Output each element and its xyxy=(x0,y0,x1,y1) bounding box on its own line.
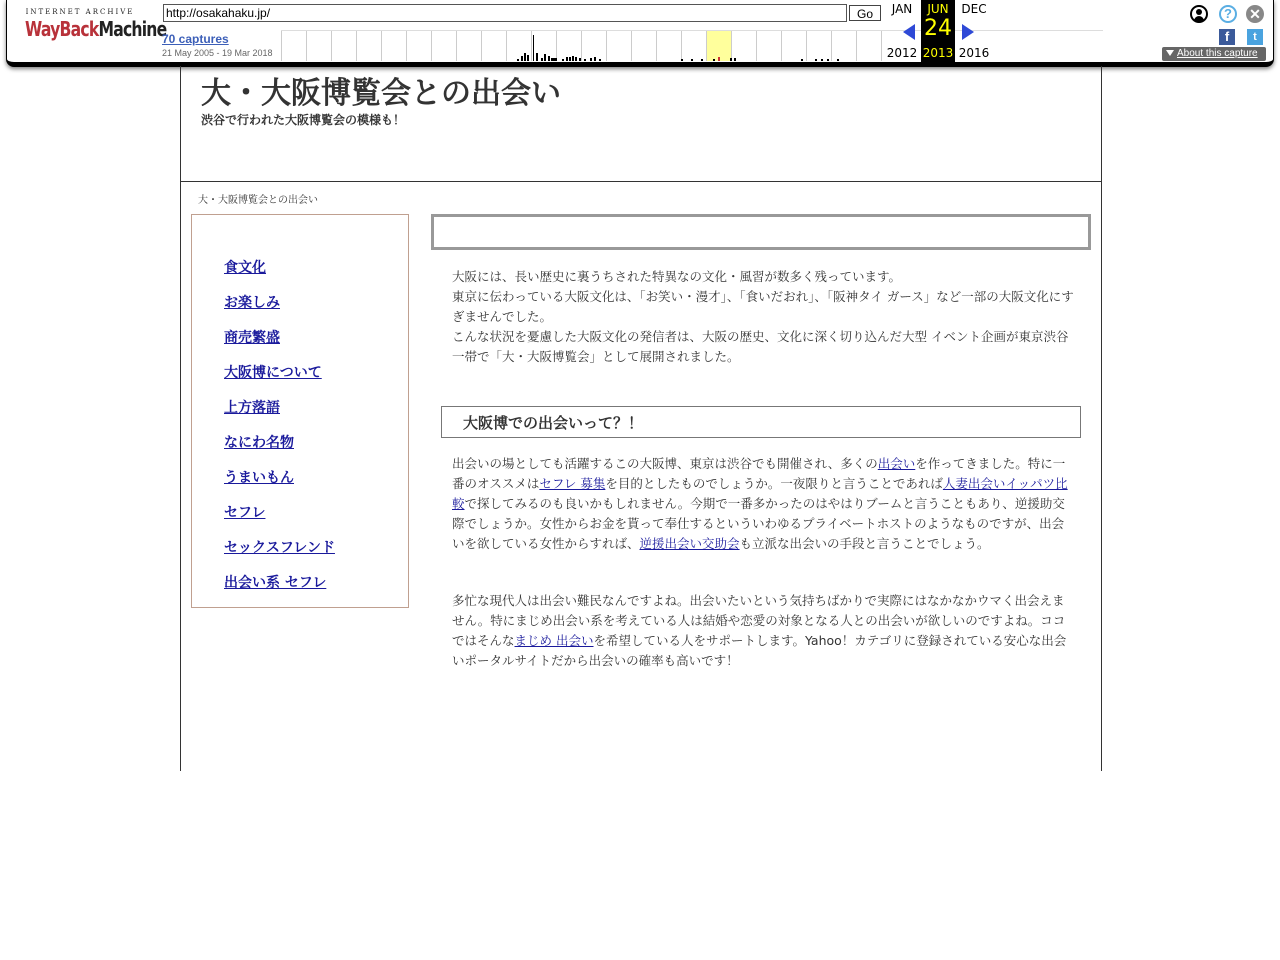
capture-bar xyxy=(584,59,586,61)
capture-bar xyxy=(837,59,839,61)
year-divider xyxy=(431,31,432,61)
calendar-current xyxy=(921,0,955,62)
sidebar-item-food-culture[interactable]: 食文化 xyxy=(224,260,266,276)
text: を作ってきました。特に一番のオススメは xyxy=(452,456,1066,491)
intro-line: 大阪には、長い歴史に裏うちされた特異なの文化・風習が数多く残っています。 xyxy=(452,269,902,284)
year-divider xyxy=(381,31,382,61)
year-divider xyxy=(531,31,532,61)
sidebar-item-sefure[interactable]: セフレ xyxy=(224,505,266,521)
current-year: 2013 xyxy=(922,46,954,60)
capture-bar xyxy=(713,59,715,61)
help-icon[interactable]: ? xyxy=(1219,5,1237,23)
capture-bar xyxy=(536,53,538,61)
year-divider xyxy=(706,31,707,61)
year-divider xyxy=(406,31,407,61)
year-divider xyxy=(481,31,482,61)
year-divider xyxy=(331,31,332,61)
wayback-logo[interactable] xyxy=(25,8,167,52)
logo-wayback: WayBack xyxy=(25,17,99,41)
twitter-icon[interactable]: t xyxy=(1247,29,1263,45)
triangle-down-icon xyxy=(1166,50,1174,56)
year-divider xyxy=(681,31,682,61)
capture-bar xyxy=(701,59,703,61)
current-month: JUN xyxy=(927,2,949,16)
body-paragraph xyxy=(452,591,1076,671)
about-capture-button[interactable] xyxy=(1162,47,1266,61)
capture-bar xyxy=(815,59,817,61)
capture-bar xyxy=(590,58,592,61)
capture-bar xyxy=(599,59,601,61)
deai-link[interactable]: 出会い xyxy=(877,456,916,471)
year-divider xyxy=(456,31,457,61)
year-divider xyxy=(581,31,582,61)
year-divider xyxy=(856,31,857,61)
breadcrumb: 大・大阪博覧会との出会い xyxy=(198,195,318,206)
text: を目的としたものでしょうか。一夜限りと言うことであれば xyxy=(605,476,943,491)
year-divider xyxy=(356,31,357,61)
year-divider xyxy=(631,31,632,61)
section-heading-box xyxy=(441,406,1081,438)
capture-bar xyxy=(821,59,823,61)
capture-bar xyxy=(681,59,683,61)
hitozuma-link[interactable]: 人妻出会いイッパツ比較 xyxy=(452,476,1068,511)
text: も立派な出会いの手段と言うことでしょう。 xyxy=(739,536,990,551)
wayback-toolbar xyxy=(6,0,1274,67)
capture-bar xyxy=(572,56,574,61)
capture-bar xyxy=(521,56,523,61)
go-button[interactable]: Go xyxy=(849,5,881,21)
capture-bar xyxy=(827,59,829,61)
capture-bar xyxy=(734,58,736,61)
prev-capture-arrow-icon[interactable] xyxy=(903,24,915,40)
year-divider xyxy=(881,31,882,61)
capture-bar xyxy=(730,58,732,61)
capture-bar xyxy=(524,53,526,61)
year-divider xyxy=(506,31,507,61)
captures-info xyxy=(162,32,273,58)
captures-range: 21 May 2005 - 19 Mar 2018 xyxy=(162,48,273,58)
body-paragraph xyxy=(452,454,1076,554)
year-divider xyxy=(756,31,757,61)
section-heading: 大阪博での出会いって？！ xyxy=(463,414,644,432)
intro-line: 東京に伝わっている大阪文化は、「お笑い・漫才」、「食いだおれ」、「阪神タイ ガース」など一部の大阪文化にすぎませんでした。 xyxy=(452,289,1074,324)
year-divider xyxy=(656,31,657,61)
logo-wordmark xyxy=(25,17,167,41)
next-month: DEC xyxy=(961,2,987,16)
capture-bar xyxy=(801,59,803,61)
header-divider xyxy=(181,181,1101,182)
year-divider xyxy=(831,31,832,61)
sidebar-item-sex-friend[interactable]: セックスフレンド xyxy=(224,540,335,556)
text: で探してみるのも良いかもしれません。今期で一番多かったのはやはりブームと言うこともあり、逆援助交際でしょうか。女性からお金を貰って奉仕するといういわゆるプライベートホストのようなものですが、出会いを欲している女性からすれば、 xyxy=(452,496,1065,551)
current-day: 24 xyxy=(924,16,952,41)
capture-bar xyxy=(579,58,581,61)
capture-bar xyxy=(551,58,557,61)
site-title: 大・大阪博覧会との出会い xyxy=(201,76,561,111)
sidebar-item-deai-sefure[interactable]: 出会い系 セフレ xyxy=(224,575,327,591)
intro-line: こんな状況を憂慮した大阪文化の発信者は、大阪の歴史、文化に深く切り込んだ大型 イベント企画が東京渋谷一帯で「大・大阪博覧会」として展開されました。 xyxy=(452,329,1069,364)
capture-bar xyxy=(566,57,568,61)
year-divider xyxy=(806,31,807,61)
user-icon[interactable] xyxy=(1190,5,1208,23)
majime-deai-link[interactable]: まじめ 出会い xyxy=(514,633,594,648)
url-input[interactable]: http://osakahaku.jp/ xyxy=(163,4,847,22)
text: 出会いの場としても活躍するこの大阪博、東京は渋谷でも開催され、多くの xyxy=(452,456,878,471)
logo-internet-archive-text: INTERNET ARCHIVE xyxy=(25,8,135,16)
year-divider xyxy=(281,31,282,61)
capture-bar xyxy=(541,58,543,61)
capture-bar xyxy=(548,56,550,61)
sidebar-item-umaimon[interactable]: うまいもん xyxy=(224,470,294,486)
capture-bar xyxy=(569,57,571,61)
capture-bar xyxy=(544,54,546,61)
capture-bar-current xyxy=(718,57,720,61)
prev-year[interactable]: 2012 xyxy=(886,46,918,60)
year-divider xyxy=(731,31,732,61)
archived-page xyxy=(180,66,1102,771)
text: 多忙な現代人は出会い難民なんですよね。出会いたいという気持ちばかりで実際にはなかなかウマく出会えません。特にまじめ出会い系を考えている人は結婚や恋愛の対象となる人との出会いが欲しいのですよね。ココではそんな xyxy=(452,593,1066,648)
calendar-next[interactable] xyxy=(957,0,991,62)
capture-bar xyxy=(527,55,529,61)
year-divider xyxy=(781,31,782,61)
facebook-icon[interactable]: f xyxy=(1219,29,1235,45)
sidebar-item-naniwa-specialties[interactable]: なにわ名物 xyxy=(224,435,294,451)
capture-bar xyxy=(533,35,534,61)
captures-link[interactable]: 70 captures xyxy=(162,32,229,46)
prev-month: JAN xyxy=(891,2,913,16)
close-icon[interactable]: ✕ xyxy=(1246,5,1264,23)
sefure-boshu-link[interactable]: セフレ 募集 xyxy=(539,476,606,491)
text: を希望している人をサポートします。Yahoo！カテゴリに登録されている安心な出会いポータルサイトだから出会いの確率も高いです！ xyxy=(452,633,1067,668)
sidebar-nav xyxy=(191,214,409,608)
sidebar-item-rakugo[interactable]: 上方落語 xyxy=(224,400,280,416)
logo-machine: Machine xyxy=(98,17,167,41)
sidebar-item-fun[interactable]: お楽しみ xyxy=(224,295,280,311)
main-banner-box xyxy=(431,214,1091,250)
about-capture-label: About this capture xyxy=(1177,48,1258,59)
next-year[interactable]: 2016 xyxy=(958,46,990,60)
year-divider xyxy=(556,31,557,61)
capture-bar xyxy=(562,59,564,61)
capture-bar xyxy=(517,59,519,61)
site-subtitle: 渋谷で行われた大阪博覧会の模様も！ xyxy=(201,113,406,127)
year-divider xyxy=(606,31,607,61)
capture-bar xyxy=(575,57,577,61)
capture-bar xyxy=(691,59,693,61)
capture-bar xyxy=(594,57,596,61)
intro-paragraph xyxy=(452,267,1076,367)
sidebar-item-business[interactable]: 商売繁盛 xyxy=(224,330,280,346)
sidebar-item-about-expo[interactable]: 大阪博について xyxy=(224,365,322,381)
year-divider xyxy=(306,31,307,61)
gyakuen-link[interactable]: 逆援出会い交助会 xyxy=(639,536,740,551)
